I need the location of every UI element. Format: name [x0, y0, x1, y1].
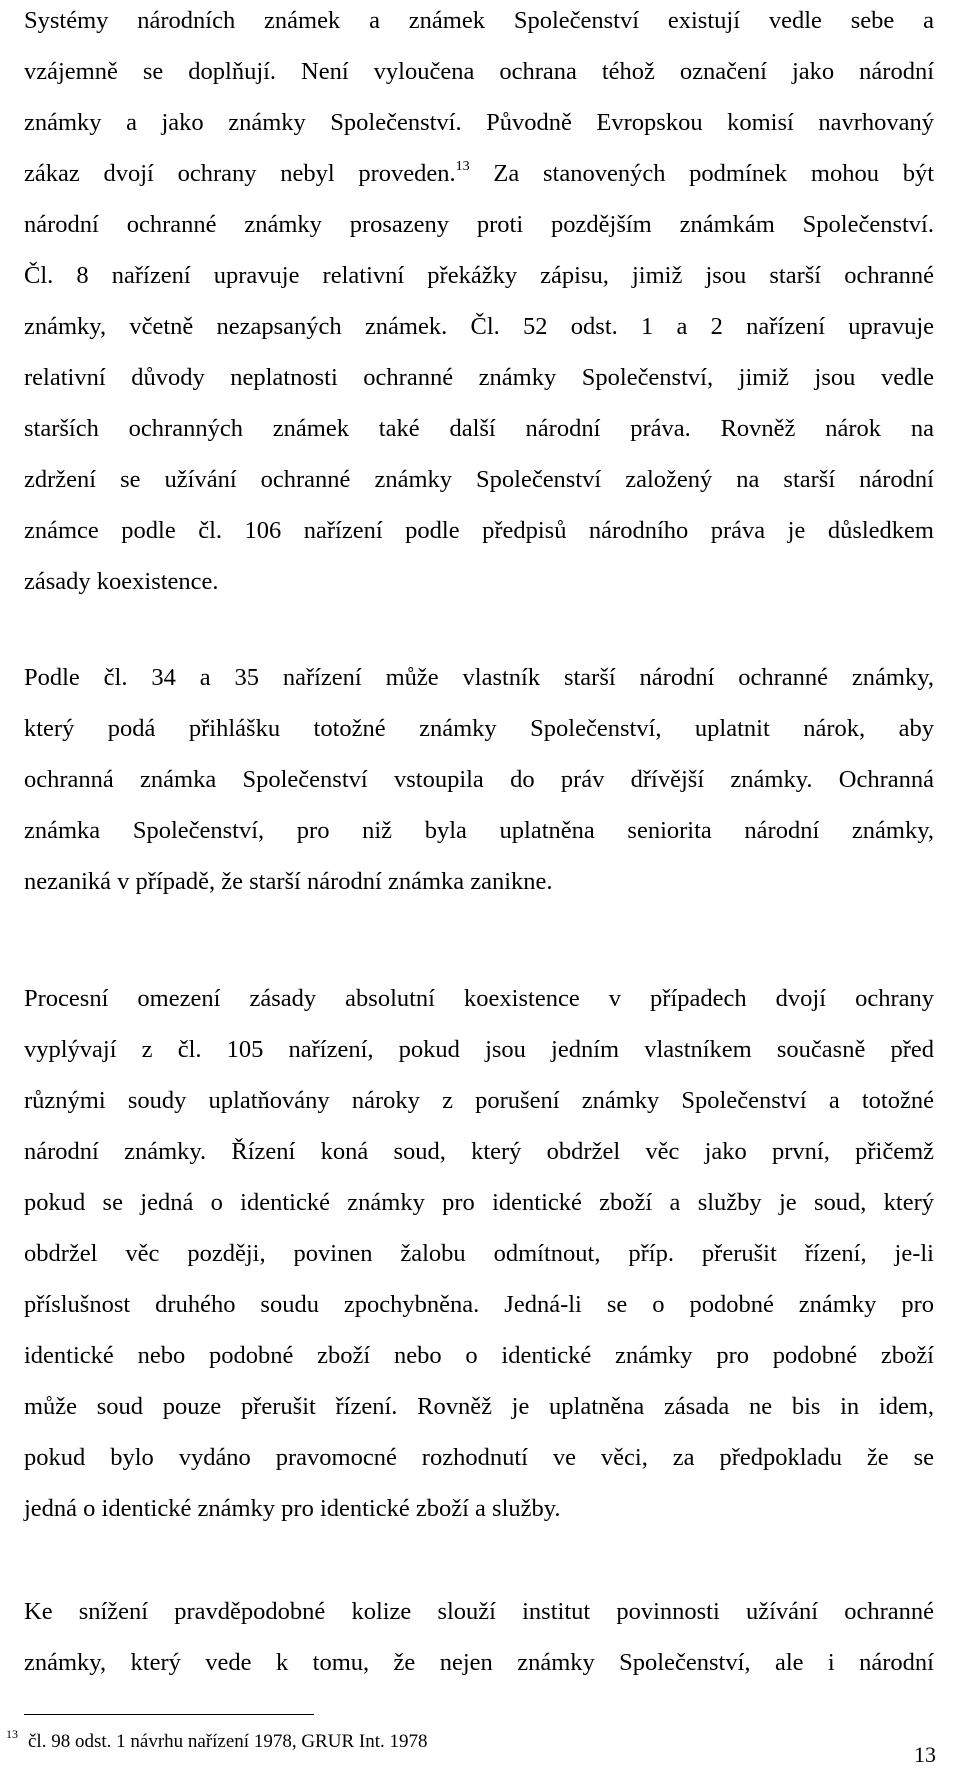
text-line: obdržel věc později, povinen žalobu odmítnout, příp. přerušit řízení, je-li	[24, 1240, 934, 1267]
text-line: známka Společenství, pro niž byla uplatněna seniorita národní známky,	[24, 817, 934, 844]
text-segment: Za stanovených podmínek mohou být	[469, 160, 934, 187]
text-line: příslušnost druhého soudu zpochybněna. Jedná-li se o podobné známky pro	[24, 1291, 934, 1318]
text-line: Systémy národních známek a známek Společenství existují vedle sebe a	[24, 7, 934, 34]
footnote-text: čl. 98 odst. 1 návrhu nařízení 1978, GRUR Int. 1978	[28, 1731, 428, 1752]
paragraph-coexistence	[24, 0, 934, 607]
text-line: Podle čl. 34 a 35 nařízení může vlastník starší národní ochranné známky,	[24, 664, 934, 691]
paragraph-use-obligation	[24, 1586, 934, 1688]
text-line: známky, který vede k tomu, že nejen známky Společenství, ale i národní	[24, 1649, 934, 1676]
text-line: různými soudy uplatňovány nároky z porušení známky Společenství a totožné	[24, 1087, 934, 1114]
footnote-separator	[24, 1714, 314, 1715]
footnote-reference: 13	[455, 159, 470, 174]
text-line: známce podle čl. 106 nařízení podle předpisů národního práva je důsledkem	[24, 517, 934, 544]
footnote-number: 13	[6, 1727, 18, 1741]
paragraph-procedural-limits	[24, 973, 934, 1534]
text-line: jedná o identické známky pro identické zboží a služby.	[24, 1495, 561, 1522]
text-line: zdržení se užívání ochranné známky Společenství založený na starší národní	[24, 466, 934, 493]
text-line: relativní důvody neplatnosti ochranné známky Společenství, jimiž jsou vedle	[24, 364, 934, 391]
text-line: známky, včetně nezapsaných známek. Čl. 52 odst. 1 a 2 nařízení upravuje	[24, 313, 934, 340]
text-line: zásady koexistence.	[24, 568, 219, 595]
text-line: národní ochranné známky prosazeny proti pozdějším známkám Společenství.	[24, 211, 934, 238]
text-segment: zákaz dvojí ochrany nebyl proveden.	[24, 160, 456, 187]
text-line: Procesní omezení zásady absolutní koexistence v případech dvojí ochrany	[24, 985, 934, 1012]
text-line: nezaniká v případě, že starší národní známka zanikne.	[24, 868, 553, 895]
paragraph-seniority	[24, 652, 934, 907]
text-line: ochranná známka Společenství vstoupila do práv dřívější známky. Ochranná	[24, 766, 934, 793]
text-line: Čl. 8 nařízení upravuje relativní překážky zápisu, jimiž jsou starší ochranné	[24, 262, 934, 289]
text-line: národní známky. Řízení koná soud, který obdržel věc jako první, přičemž	[24, 1138, 934, 1165]
text-line: Ke snížení pravděpodobné kolize slouží institut povinnosti užívání ochranné	[24, 1598, 934, 1625]
text-line: identické nebo podobné zboží nebo o identické známky pro podobné zboží	[24, 1342, 934, 1369]
text-line: starších ochranných známek také další národní práva. Rovněž nárok na	[24, 415, 934, 442]
page-number: 13	[914, 1742, 936, 1767]
text-line: pokud se jedná o identické známky pro identické zboží a služby je soud, který	[24, 1189, 934, 1216]
text-line: vzájemně se doplňují. Není vyloučena ochrana téhož označení jako národní	[24, 58, 934, 85]
footnote	[6, 1727, 428, 1754]
text-line: může soud pouze přerušit řízení. Rovněž je uplatněna zásada ne bis in idem,	[24, 1393, 934, 1420]
text-line: který podá přihlášku totožné známky Společenství, uplatnit nárok, aby	[24, 715, 934, 742]
text-line: známky a jako známky Společenství. Původně Evropskou komisí navrhovaný	[24, 109, 934, 136]
text-line-with-footnote-ref	[24, 148, 934, 199]
text-line: pokud bylo vydáno pravomocné rozhodnutí ve věci, za předpokladu že se	[24, 1444, 934, 1471]
text-line: vyplývají z čl. 105 nařízení, pokud jsou jedním vlastníkem současně před	[24, 1036, 934, 1063]
